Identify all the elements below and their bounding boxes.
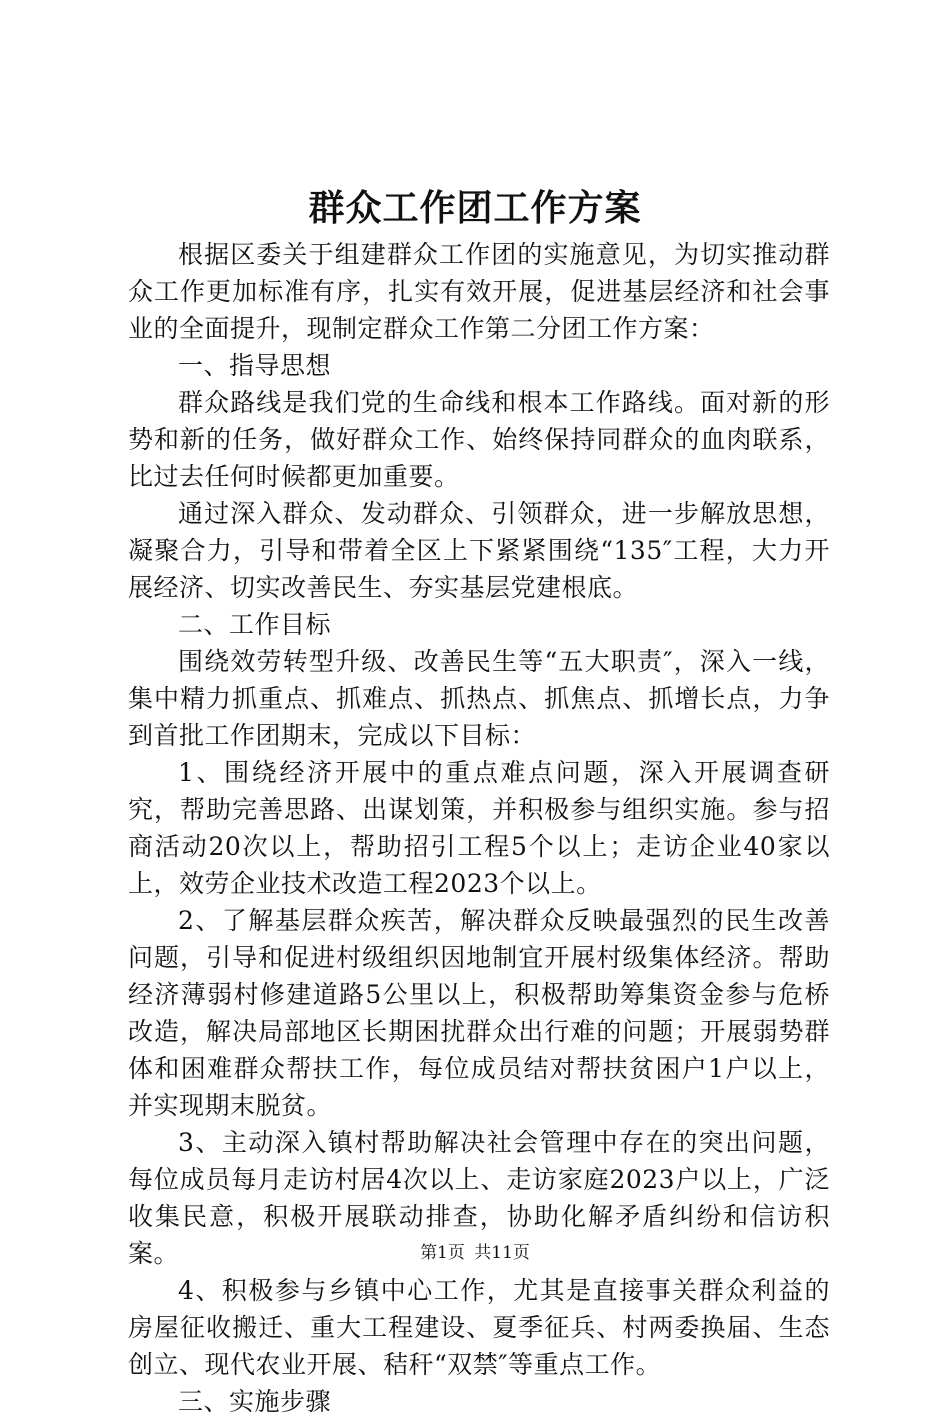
page-footer xyxy=(0,1241,950,1265)
goal-item-1: 1、围绕经济开展中的重点难点问题，深入开展调查研究，帮助完善思路、出谋划策，并积极参与组织实施。参与招商活动20次以上，帮助招引工程5个以上；走访企业40家以上，效劳企业技术改造工程2023个以上。 xyxy=(128,758,830,898)
paragraph-intro: 根据区委关于组建群众工作团的实施意见，为切实推动群众工作更加标准有序，扎实有效开展，促进基层经济和社会事业的全面提升，现制定群众工作第二分团工作方案： xyxy=(128,240,830,343)
section-heading-implementation-steps: 三、实施步骤 xyxy=(178,1387,332,1416)
section-heading-guiding-ideology: 一、指导思想 xyxy=(178,351,332,380)
goal-item-4: 4、积极参与乡镇中心工作，尤其是直接事关群众利益的房屋征收搬迁、重大工程建设、夏季征兵、村两委换届、生态创立、现代农业开展、秸秆“双禁″等重点工作。 xyxy=(128,1276,830,1379)
section-heading-work-goals: 二、工作目标 xyxy=(178,610,332,639)
paragraph: 通过深入群众、发动群众、引领群众，进一步解放思想，凝聚合力，引导和带着全区上下紧紧围绕“135″工程，大力开展经济、切实改善民生、夯实基层党建根底。 xyxy=(128,499,830,602)
paragraph: 群众路线是我们党的生命线和根本工作路线。面对新的形势和新的任务，做好群众工作、始终保持同群众的血肉联系，比过去任何时候都更加重要。 xyxy=(128,388,830,491)
page-number: 第1页 xyxy=(420,1243,465,1263)
goal-item-3: 3、主动深入镇村帮助解决社会管理中存在的突出问题，每位成员每月走访村居4次以上、走访家庭2023户以上，广泛收集民意，积极开展联动排查，协助化解矛盾纠纷和信访积案。 xyxy=(128,1128,830,1268)
goal-item-2: 2、了解基层群众疾苦，解决群众反映最强烈的民生改善问题，引导和促进村级组织因地制宜开展村级集体经济。帮助经济薄弱村修建道路5公里以上，积极帮助筹集资金参与危桥改造，解决局部地区长期困扰群众出行难的问题；开展弱势群体和困难群众帮扶工作，每位成员结对帮扶贫困户1户以上，并实现期末脱贫。 xyxy=(128,906,830,1120)
page-total: 共11页 xyxy=(474,1243,530,1263)
document-title: 群众工作团工作方案 xyxy=(308,187,642,229)
paragraph: 围绕效劳转型升级、改善民生等“五大职责″，深入一线，集中精力抓重点、抓难点、抓热点、抓焦点、抓增长点，力争到首批工作团期末，完成以下目标： xyxy=(128,647,830,750)
